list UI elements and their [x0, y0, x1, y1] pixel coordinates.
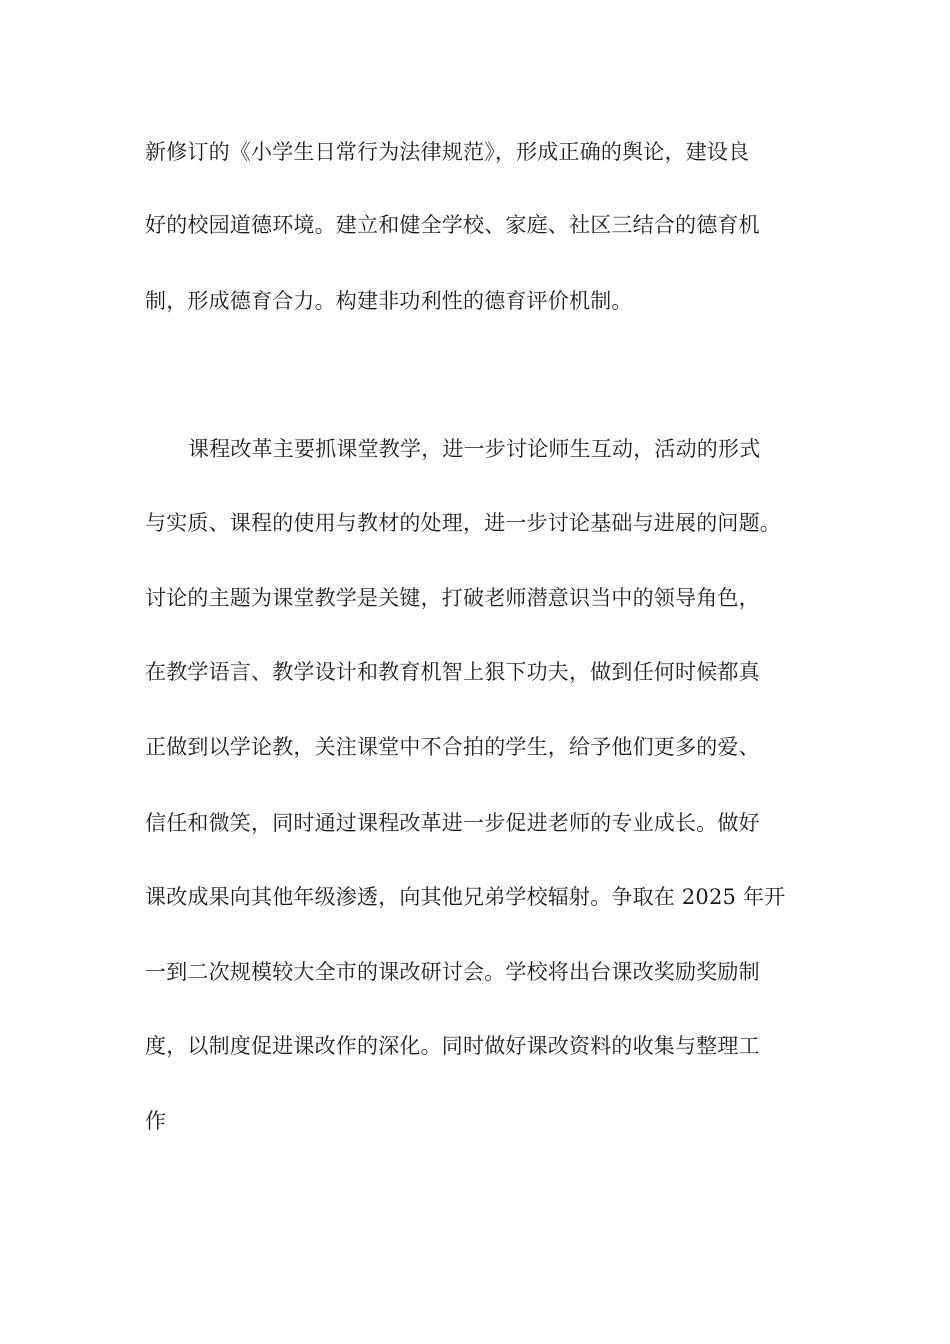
paragraph-2-line-4: 在教学语言、教学设计和教育机智上狠下功夫，做到任何时候都真 [145, 660, 760, 684]
paragraph-2-line-8: 一到二次规模较大全市的课改研讨会。学校将出台课改奖励奖励制 [145, 960, 760, 984]
paragraph-2-line-10: 作 [145, 1109, 167, 1133]
paragraph-2-line-5: 正做到以学论教，关注课堂中不合拍的学生，给予他们更多的爱、 [145, 735, 760, 759]
paragraph-2-line-1: 课程改革主要抓课堂教学，进一步讨论师生互动，活动的形式 [188, 437, 761, 461]
paragraph-2-line-7: 课改成果向其他年级渗透，向其他兄弟学校辐射。争取在 2025 年开 [145, 885, 786, 909]
paragraph-1-line-1: 新修订的《小学生日常行为法律规范》，形成正确的舆论，建设良 [145, 140, 750, 164]
paragraph-2-line-9: 度，以制度促进课改作的深化。同时做好课改资料的收集与整理工 [145, 1034, 760, 1058]
paragraph-1-line-2: 好的校园道德环境。建立和健全学校、家庭、社区三结合的德育机 [145, 213, 760, 237]
paragraph-2-line-3: 讨论的主题为课堂教学是关键，打破老师潜意识当中的领导角色， [145, 586, 760, 610]
paragraph-2-line-2: 与实质、课程的使用与教材的处理，进一步讨论基础与进展的问题。 [145, 511, 781, 535]
paragraph-1-line-3: 制，形成德育合力。构建非功利性的德育评价机制。 [145, 289, 633, 313]
paragraph-2-line-6: 信任和微笑，同时通过课程改革进一步促进老师的专业成长。做好 [145, 811, 760, 835]
